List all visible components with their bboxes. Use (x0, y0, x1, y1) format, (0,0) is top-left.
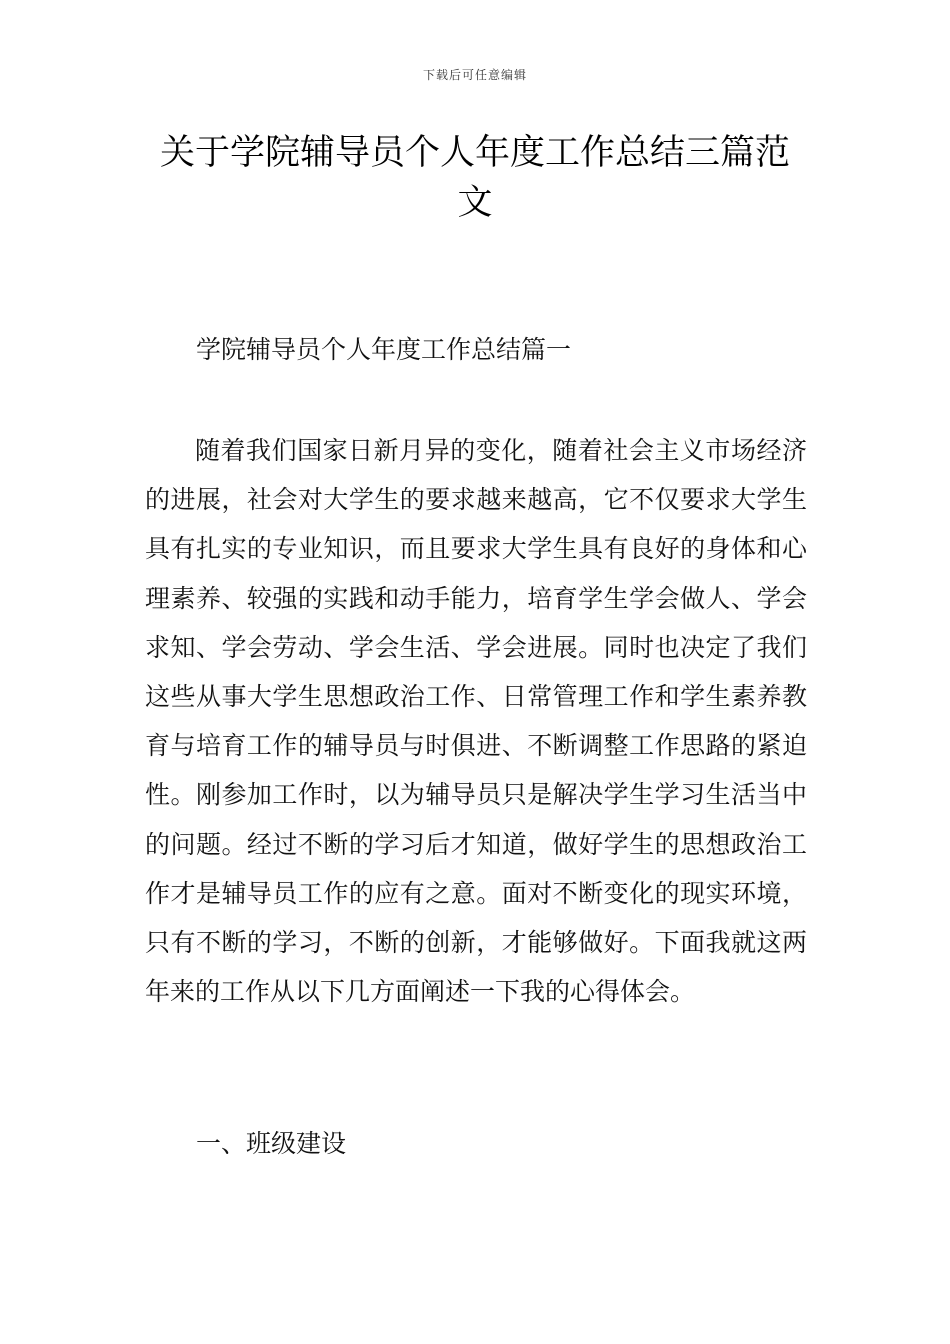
section-subtitle: 学院辅导员个人年度工作总结篇一 (196, 335, 572, 364)
header-note: 下载后可任意编辑 (422, 68, 527, 82)
body-paragraph: 随着我们国家日新月异的变化，随着社会主义市场经济的进展，社会对大学生的要求越来越高，它不仅要求大学生具有扎实的专业知识，而且要求大学生具有良好的身体和心理素养、较强的实践和动手能力，培育学生学会做人、学会求知、学会劳动、学会生活、学会进展。同时也决定了我们这些从事大学生思想政治工作、日常管理工作和学生素养教育与培育工作的辅导员与时俱进、不断调整工作思路的紧迫性。刚参加工作时，以为辅导员只是解决学生学习生活当中的问题。经过不断的学习后才知道，做好学生的思想政治工作才是辅导员工作的应有之意。面对不断变化的现实环境，只有不断的学习，不断的创新，才能够做好。下面我就这两年来的工作从以下几方面阐述一下我的心得体会。 (145, 436, 807, 1007)
section-heading: 一、班级建设 (196, 1129, 347, 1158)
document-title: 关于学院辅导员个人年度工作总结三篇范文 (159, 133, 790, 223)
